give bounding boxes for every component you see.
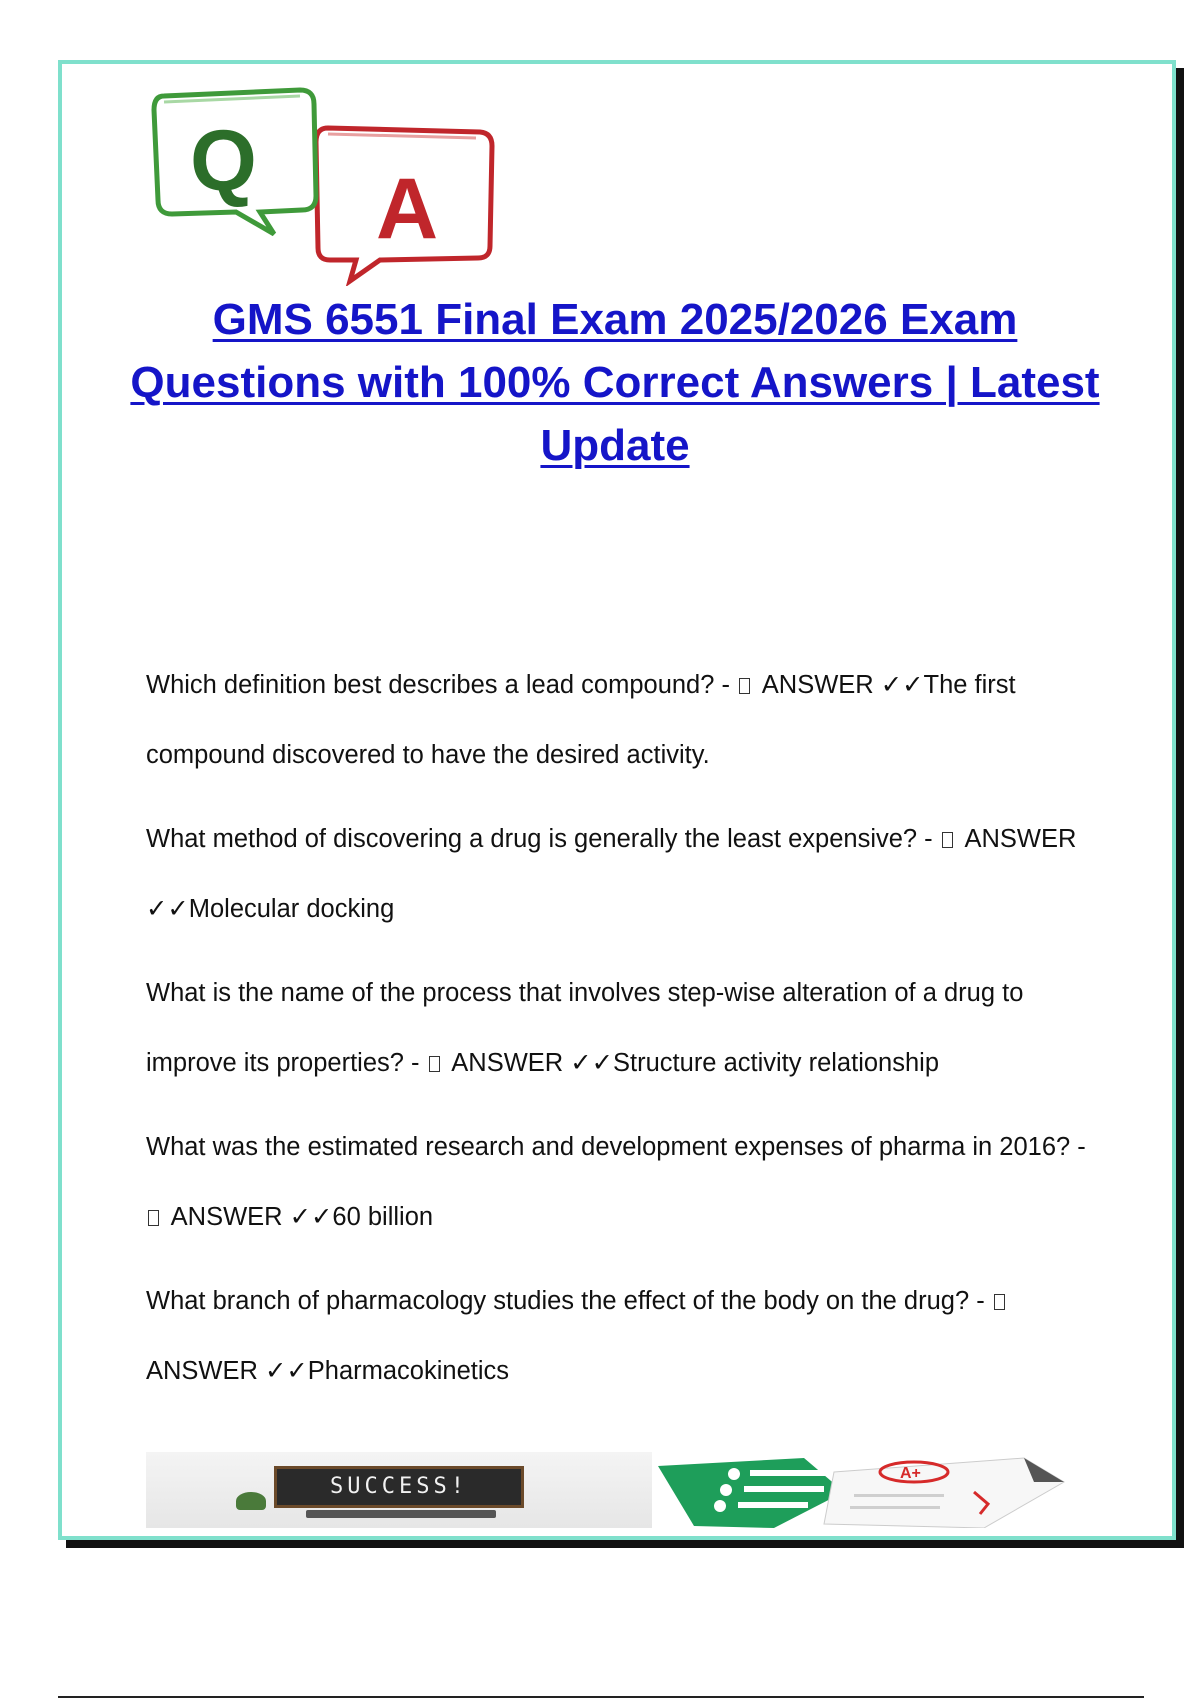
question-text: What was the estimated research and development expenses of pharma in 2016? - <box>146 1133 1093 1161</box>
graded-paper-image <box>654 1452 1078 1528</box>
success-chalkboard-image <box>146 1452 652 1528</box>
qa-logo-icon <box>150 86 500 286</box>
answer-text: Molecular docking <box>188 895 395 923</box>
question-text: What method of discovering a drug is generally the least expensive? - <box>146 825 940 853</box>
document-title-link[interactable]: GMS 6551 Final Exam 2025/2026 Exam Questions with 100% Correct Answers | Latest Update <box>130 295 1100 470</box>
grade-mark: A+ <box>900 1465 921 1482</box>
missing-glyph-icon <box>148 1210 159 1226</box>
qa-item <box>146 958 1096 1098</box>
answer-letter: A <box>376 161 439 257</box>
question-text: Which definition best describes a lead compound? - <box>146 671 738 699</box>
qa-item <box>146 1266 1096 1406</box>
plant-icon <box>236 1492 266 1510</box>
qa-list <box>146 650 1096 1420</box>
missing-glyph-icon <box>429 1056 440 1072</box>
answer-label: ANSWER ✓✓ <box>165 1203 333 1231</box>
answer-text: The first compound discovered to have the desired activity. <box>146 671 1023 769</box>
answer-text: Structure activity relationship <box>613 1049 940 1077</box>
bottom-rule <box>58 1696 1144 1698</box>
qa-item <box>146 650 1096 790</box>
success-board: SUCCESS! <box>274 1466 524 1508</box>
answer-label: ANSWER ✓✓ <box>146 1287 1017 1385</box>
qa-item <box>146 1112 1096 1252</box>
answer-label: ANSWER ✓✓ <box>756 671 924 699</box>
qa-item <box>146 804 1096 944</box>
answer-label: ANSWER ✓✓ <box>445 1049 614 1077</box>
footer-images <box>146 1452 1078 1528</box>
answer-text: Pharmacokinetics <box>307 1357 509 1385</box>
question-letter: Q <box>190 113 257 209</box>
missing-glyph-icon <box>942 832 953 848</box>
question-text: What branch of pharmacology studies the effect of the body on the drug? - <box>146 1287 992 1315</box>
board-stand <box>306 1510 496 1518</box>
answer-label: ANSWER ✓✓ <box>146 825 1084 923</box>
title-block <box>120 288 1110 477</box>
answer-text: 60 billion <box>332 1203 434 1231</box>
missing-glyph-icon <box>994 1294 1005 1310</box>
missing-glyph-icon <box>739 678 750 694</box>
question-text: What is the name of the process that involves step-wise alteration of a drug to improve its properties? - <box>146 979 1031 1077</box>
